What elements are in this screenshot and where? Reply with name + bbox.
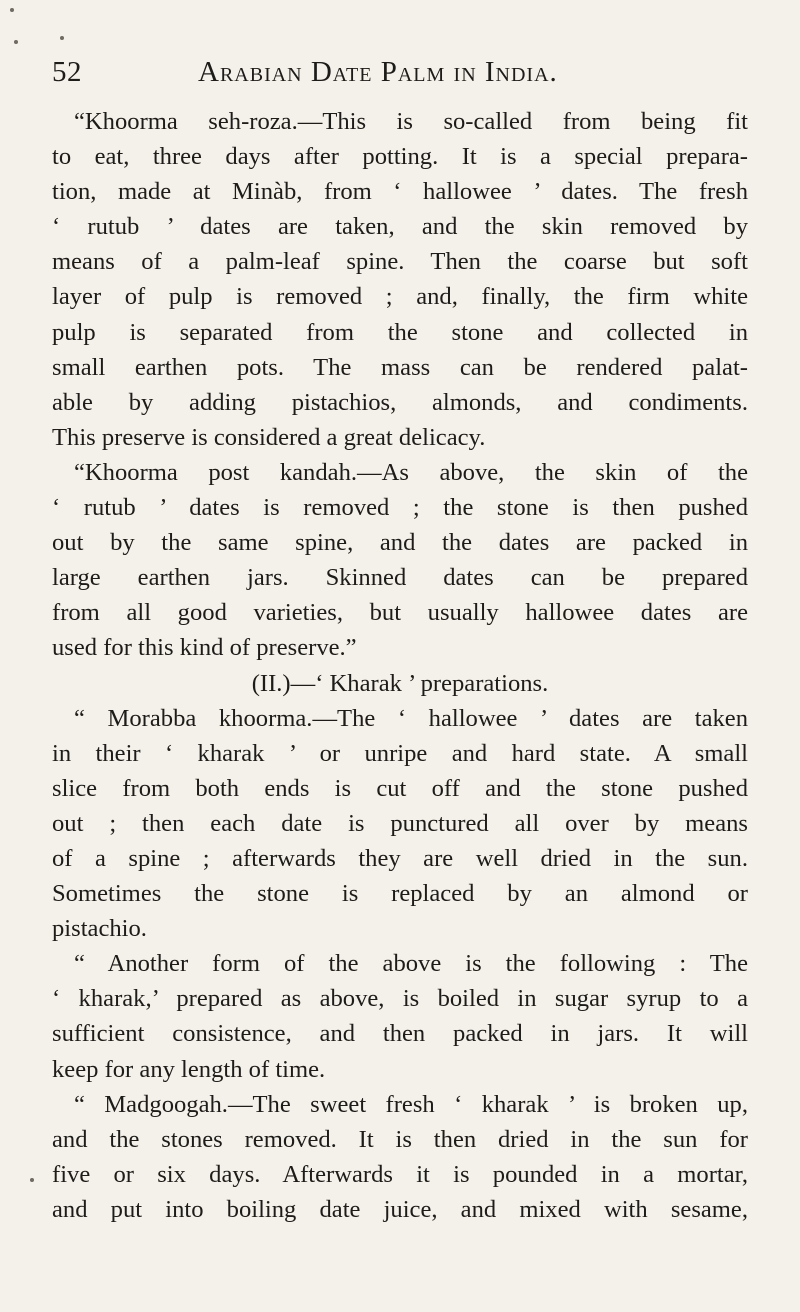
text-line: and the stones removed. It is then dried in the sun for	[52, 1125, 748, 1153]
text-line: large earthen jars. Skinned dates can be prepared	[52, 564, 748, 592]
text-line: ‘ kharak,’ prepared as above, is boiled in sugar syrup to a	[52, 985, 748, 1013]
paper-speck	[60, 36, 64, 40]
text-line: in their ‘ kharak ’ or unripe and hard state. A small	[52, 739, 748, 767]
text-line: “ Morabba khoorma.—The ‘ hallowee ’ dates are taken	[74, 704, 748, 732]
text-line: keep for any length of time.	[52, 1055, 326, 1083]
text-line: pistachio.	[52, 915, 147, 943]
text-line: sufficient consistence, and then packed in jars. It will	[52, 1020, 748, 1048]
text-line: used for this kind of preserve.”	[52, 634, 357, 662]
text-line: means of a palm-leaf spine. Then the coarse but soft	[52, 248, 748, 276]
paper-speck	[30, 1178, 34, 1182]
text-line: This preserve is considered a great delicacy.	[52, 423, 486, 451]
text-line: ‘ rutub ’ dates are taken, and the skin removed by	[52, 213, 748, 241]
text-line: to eat, three days after potting. It is a special prepara-	[52, 143, 748, 171]
text-line: out ; then each date is punctured all over by means	[52, 809, 748, 837]
page-number: 52	[52, 56, 82, 88]
text-line: “Khoorma post kandah.—As above, the skin of the	[74, 458, 748, 486]
body-text	[52, 104, 748, 1227]
text-line: slice from both ends is cut off and the stone pushed	[52, 774, 748, 802]
page-header	[52, 56, 748, 96]
text-line: “ Another form of the above is the following : The	[74, 950, 748, 978]
text-line: layer of pulp is removed ; and, finally, the firm white	[52, 283, 748, 311]
paper-speck	[10, 8, 14, 12]
text-line: small earthen pots. The mass can be rendered palat-	[52, 353, 748, 381]
section-heading: (II.)—‘ Kharak ’ preparations.	[251, 669, 549, 697]
running-head: Arabian Date Palm in India.	[198, 56, 558, 88]
text-line: of a spine ; afterwards they are well dried in the sun.	[52, 844, 748, 872]
text-line: tion, made at Minàb, from ‘ hallowee ’ dates. The fresh	[52, 178, 748, 206]
text-line: “Khoorma seh-roza.—This is so-called from being fit	[74, 108, 748, 135]
text-line: pulp is separated from the stone and collected in	[52, 318, 748, 346]
text-line: ‘ rutub ’ dates is removed ; the stone is then pushed	[52, 494, 748, 522]
text-line: five or six days. Afterwards it is pounded in a mortar,	[52, 1160, 748, 1188]
text-line: “ Madgoogah.—The sweet fresh ‘ kharak ’ is broken up,	[74, 1090, 748, 1118]
text-line: from all good varieties, but usually hallowee dates are	[52, 599, 748, 627]
text-line: and put into boiling date juice, and mixed with sesame,	[52, 1195, 748, 1223]
text-line: out by the same spine, and the dates are packed in	[52, 529, 748, 557]
text-line: able by adding pistachios, almonds, and condiments.	[52, 388, 748, 416]
text-line: Sometimes the stone is replaced by an almond or	[52, 880, 748, 908]
paper-speck	[14, 40, 18, 44]
